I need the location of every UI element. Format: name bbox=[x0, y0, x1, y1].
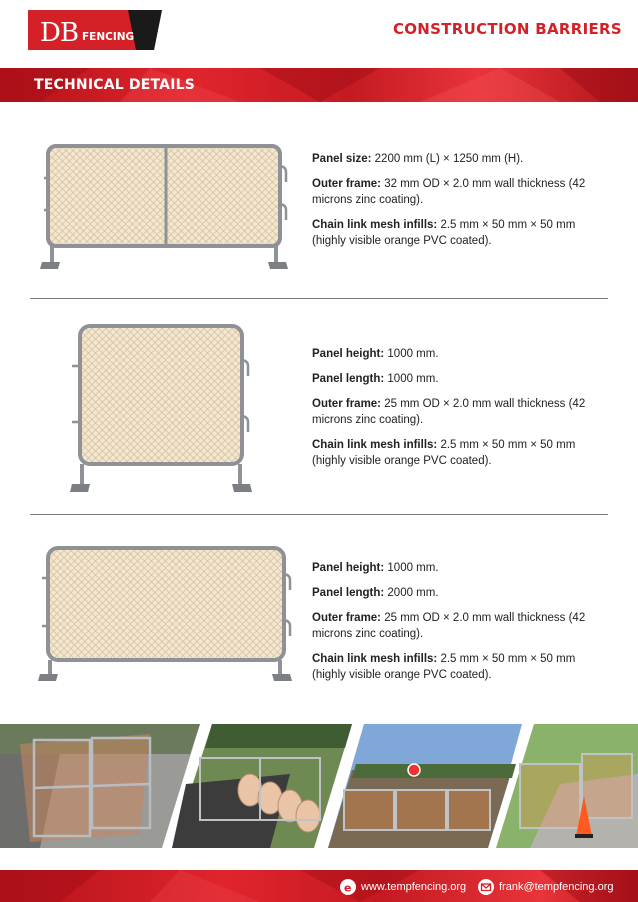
photo-pipe-storage bbox=[172, 724, 352, 848]
email-text: frank@tempfencing.org bbox=[499, 881, 614, 893]
db-fencing-logo bbox=[28, 10, 162, 50]
website-link[interactable] bbox=[340, 879, 466, 895]
spec-panel-length: Panel length: 2000 mm. bbox=[312, 587, 439, 599]
spec-panel-height: Panel height: 1000 mm. bbox=[312, 562, 439, 574]
installation-photos-strip bbox=[0, 724, 638, 848]
spec-mesh-infills: Chain link mesh infills: 2.5 mm × 50 mm × 50 mm (highly visible orange PVC coated). bbox=[312, 219, 576, 247]
spec-panel-size: Panel size: 2200 mm (L) × 1250 mm (H). bbox=[312, 153, 524, 165]
spec-block-3 bbox=[312, 560, 612, 692]
page-title: CONSTRUCTION BARRIERS bbox=[392, 20, 622, 38]
web-icon bbox=[340, 879, 356, 895]
spec-panel-height: Panel height: 1000 mm. bbox=[312, 348, 439, 360]
fence-panel-2000-image bbox=[36, 540, 296, 691]
footer-bar bbox=[0, 870, 638, 902]
banner-title: TECHNICAL DETAILS bbox=[34, 77, 196, 93]
svg-text:e: e bbox=[344, 881, 352, 895]
spec-outer-frame: Outer frame: 25 mm OD × 2.0 mm wall thickness (42 microns zinc coating). bbox=[312, 612, 586, 640]
section-divider bbox=[30, 298, 608, 299]
spec-outer-frame: Outer frame: 25 mm OD × 2.0 mm wall thickness (42 microns zinc coating). bbox=[312, 398, 586, 426]
spec-block-2 bbox=[312, 346, 612, 478]
spec-mesh-infills: Chain link mesh infills: 2.5 mm × 50 mm × 50 mm (highly visible orange PVC coated). bbox=[312, 439, 576, 467]
technical-details-banner bbox=[0, 68, 638, 102]
spec-outer-frame: Outer frame: 32 mm OD × 2.0 mm wall thickness (42 microns zinc coating). bbox=[312, 178, 586, 206]
website-text: www.tempfencing.org bbox=[361, 881, 467, 893]
photo-sidewalk-barriers bbox=[496, 724, 638, 848]
spec-mesh-infills: Chain link mesh infills: 2.5 mm × 50 mm × 50 mm (highly visible orange PVC coated). bbox=[312, 653, 576, 681]
photo-road-barriers bbox=[0, 724, 200, 848]
logo-fencing-text: FENCING bbox=[82, 31, 135, 43]
mail-icon bbox=[478, 879, 494, 895]
fence-panel-2200-image bbox=[38, 140, 292, 277]
spec-panel-length: Panel length: 1000 mm. bbox=[312, 373, 439, 385]
section-divider bbox=[30, 514, 608, 515]
photo-worksite-barriers bbox=[328, 724, 522, 848]
email-link[interactable] bbox=[478, 879, 614, 895]
logo-letter-b: B bbox=[60, 18, 80, 48]
spec-block-1 bbox=[312, 151, 612, 258]
fence-panel-1000-image bbox=[64, 318, 260, 503]
logo-letter-d: D bbox=[40, 18, 61, 48]
